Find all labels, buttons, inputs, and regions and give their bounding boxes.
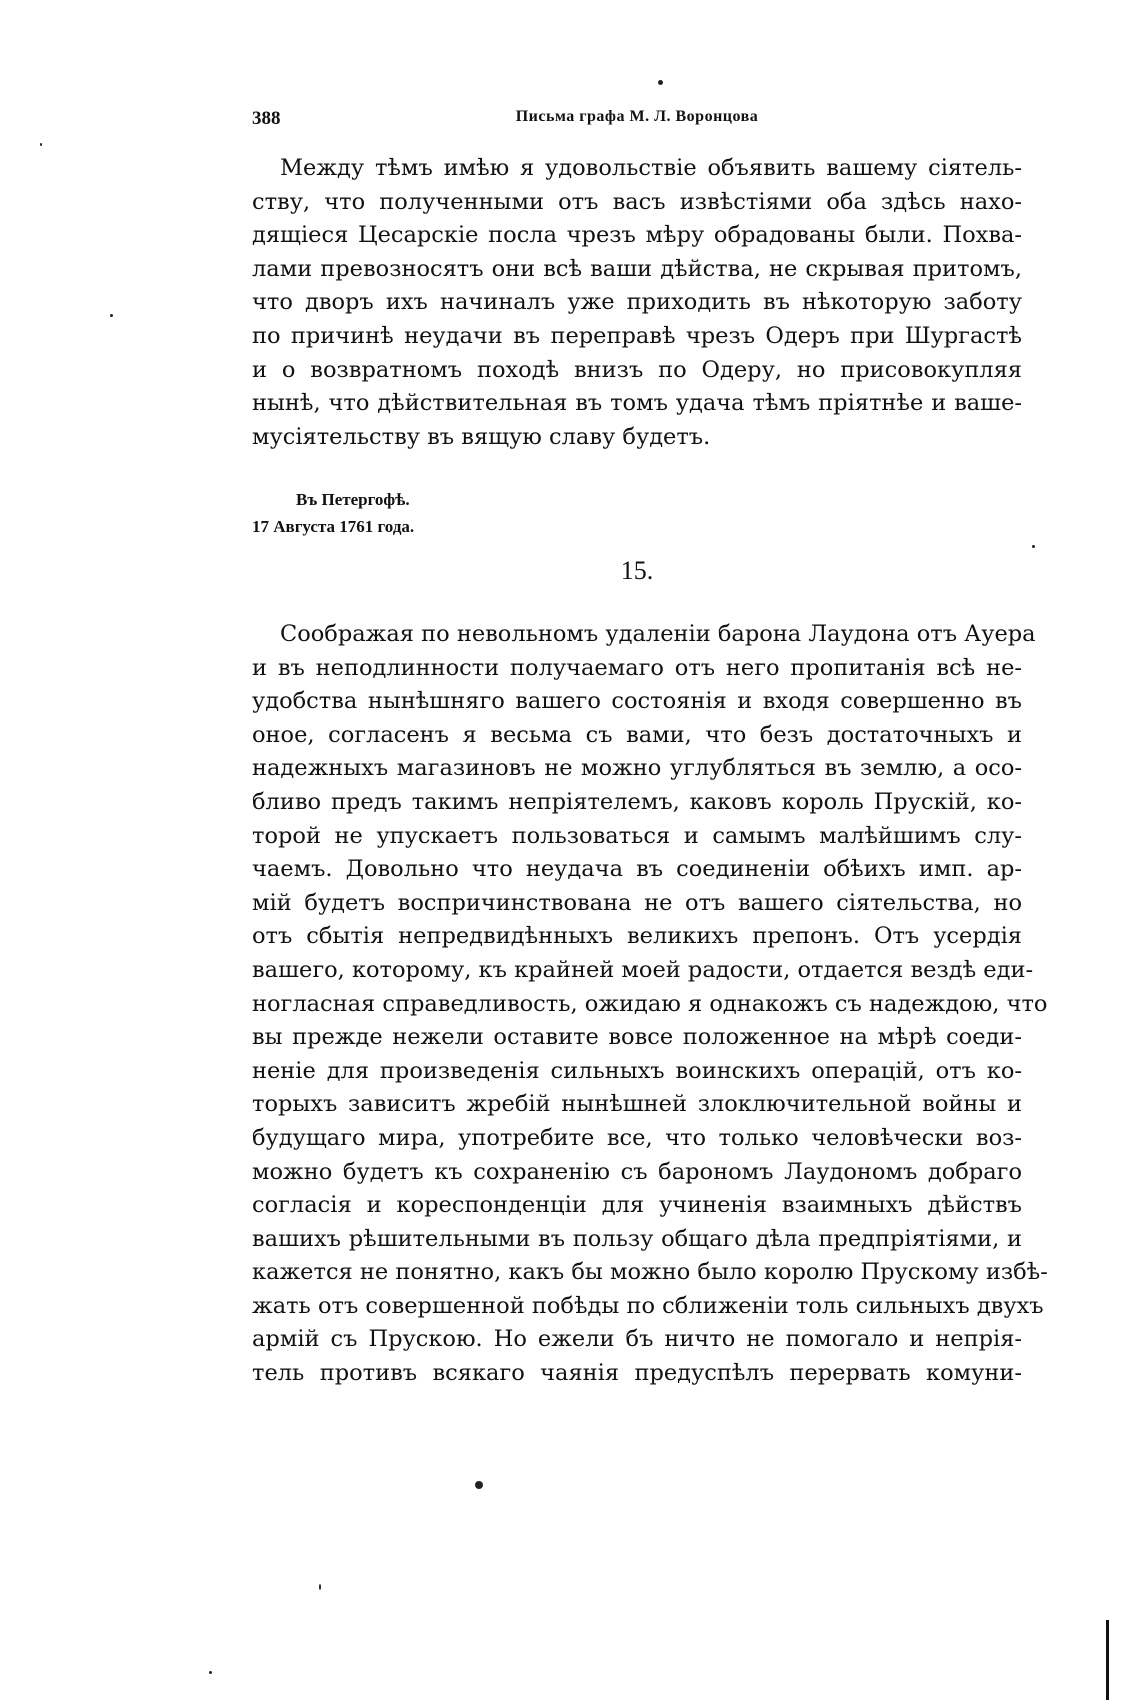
text-line: ству, что полученными отъ васъ извѣстіями оба здѣсь нахо- [252, 188, 1022, 215]
paragraph-2 [252, 618, 1048, 1391]
text-line: вашего, которому, къ крайней моей радости, отдается вездѣ еди- [252, 956, 1034, 983]
text-line: вы прежде нежели оставите вовсе положенное на мѣрѣ соеди- [252, 1024, 1022, 1051]
scan-speck [658, 80, 663, 85]
running-head: Письма графа М. Л. Воронцова [515, 108, 759, 125]
letter-number: 15. [620, 556, 654, 585]
text-line: согласія и кореспонденціи для учиненія взаимныхъ дѣйствъ [252, 1192, 1022, 1219]
page-header [252, 108, 1022, 136]
text-line: вашихъ рѣшительными въ пользу общаго дѣла предпріятіями, и [252, 1225, 1022, 1252]
text-line: бливо предъ такимъ непріятелемъ, каковъ король Прускій, ко- [252, 788, 1022, 815]
scan-speck [40, 143, 42, 146]
text-line: и о возвратномъ походѣ внизъ по Одеру, но присовокупляя [252, 356, 1022, 383]
page-edge-mark [1106, 1620, 1109, 1700]
text-line: что дворъ ихъ начиналъ уже приходить въ нѣкоторую заботу [252, 289, 1022, 316]
page-number: 388 [252, 108, 281, 129]
text-line: отъ сбытія непредвидѣнныхъ великихъ препонъ. Отъ усердія [252, 923, 1022, 950]
text-line: оное, согласенъ я весьма съ вами, что безъ достаточныхъ и [252, 721, 1022, 748]
text-line: Между тѣмъ имѣю я удовольствіе объявить вашему сіятель- [280, 155, 1022, 181]
text-line: нынѣ, что дѣйствительная въ томъ удача тѣмъ пріятнѣе и ваше- [252, 390, 1022, 417]
text-line: мій будетъ воспричинствована не отъ вашего сіятельства, но [252, 889, 1022, 916]
text-line: Соображая по невольномъ удаленіи барона Лаудона отъ Ауера [280, 621, 1036, 647]
scan-speck [475, 1481, 483, 1489]
text-line: торыхъ зависитъ жребій нынѣшней злоключительной войны и [252, 1091, 1022, 1118]
text-line: будущаго мира, употребите все, что только человѣчески воз- [252, 1124, 1022, 1151]
text-line: жать отъ совершенной побѣды по сближеніи толь сильныхъ двухъ [252, 1292, 1044, 1319]
scan-speck [1032, 545, 1035, 548]
scan-speck [110, 314, 113, 317]
text-line: чаемъ. Довольно что неудача въ соединеніи обѣихъ имп. ар- [252, 856, 1022, 883]
scan-speck [319, 1584, 321, 1590]
text-line: по причинѣ неудачи въ переправѣ чрезъ Одеръ при Шургастѣ [252, 322, 1022, 349]
text-line: ногласная справедливость, ожидаю я однакожъ съ надеждою, что [252, 990, 1048, 1017]
text-line: кажется не понятно, какъ бы можно было королю Прускому избѣ- [252, 1259, 1048, 1286]
text-line: надежныхъ магазиновъ не можно углубляться въ землю, а осо- [252, 755, 1022, 782]
text-line: тель противъ всякаго чаянія предуспѣлъ перервать комуни- [252, 1360, 1022, 1387]
signoff-place: Въ Петергофѣ. [296, 490, 410, 509]
text-line: и въ неподлинности получаемаго отъ него пропитанія всѣ не- [252, 654, 1022, 681]
text-line: армій съ Прускою. Но ежели бъ ничто не помогало и непрія- [252, 1326, 1022, 1353]
scan-speck [209, 1671, 212, 1674]
text-line: дящіеся Цесарскіе посла чрезъ мѣру обрадованы были. Похва- [252, 222, 1022, 249]
paragraph-1 [252, 152, 1022, 454]
signoff-date: 17 Августа 1761 года. [252, 517, 415, 536]
text-line: удобства нынѣшняго вашего состоянія и входя совершенно въ [252, 688, 1022, 715]
text-line: мусіятельству въ вящую славу будетъ. [252, 423, 711, 450]
text-line: можно будетъ къ сохраненію съ барономъ Лаудономъ добраго [252, 1158, 1022, 1185]
text-line: неніе для произведенія сильныхъ воинскихъ операцій, отъ ко- [252, 1057, 1022, 1084]
text-line: торой не упускаетъ пользоваться и самымъ малѣйшимъ слу- [252, 822, 1022, 849]
text-line: лами превозносятъ они всѣ ваши дѣйства, не скрывая притомъ, [252, 255, 1022, 282]
